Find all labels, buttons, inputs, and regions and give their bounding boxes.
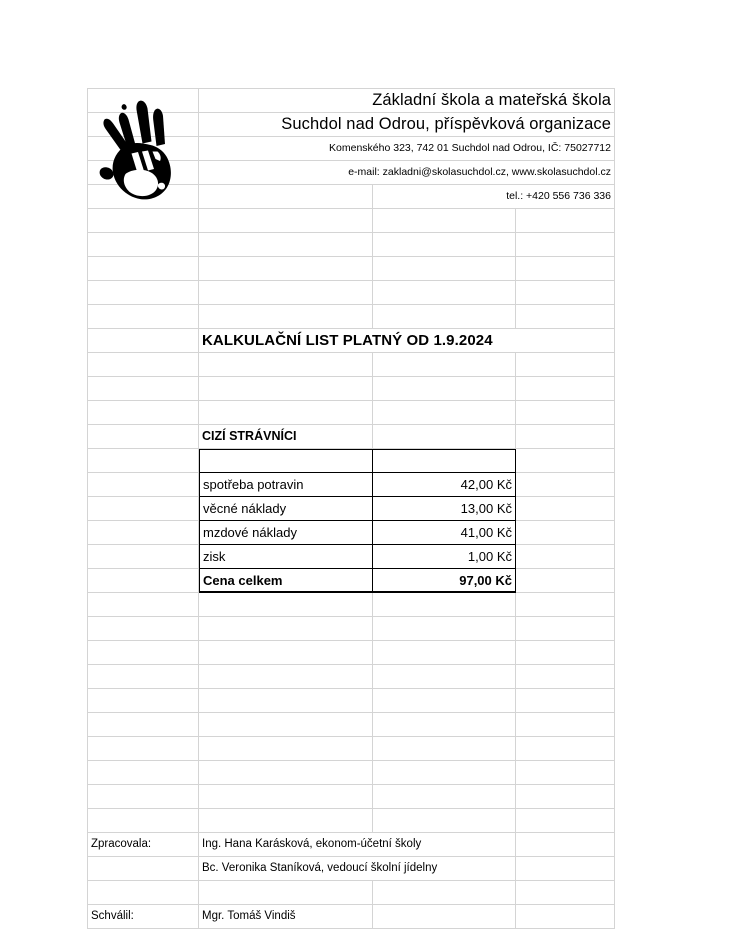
table-total-row [88, 569, 615, 593]
spreadsheet-grid [87, 88, 615, 929]
sheet-row [88, 785, 615, 809]
empty-cell [88, 497, 199, 521]
empty-cell [88, 305, 199, 329]
table-row-amount: 41,00 Kč [373, 521, 516, 545]
empty-cell [199, 185, 373, 209]
empty-cell [88, 281, 199, 305]
page-title: KALKULAČNÍ LIST PLATNÝ OD 1.9.2024 [199, 329, 615, 353]
empty-cell [88, 761, 199, 785]
empty-cell [199, 209, 373, 233]
empty-cell [516, 785, 615, 809]
sheet-row [88, 185, 615, 209]
empty-cell [88, 881, 199, 905]
empty-cell [516, 593, 615, 617]
empty-cell [516, 305, 615, 329]
empty-cell [88, 593, 199, 617]
prepared-by-name-2: Bc. Veronika Staníková, vedoucí školní jídelny [199, 857, 516, 881]
empty-cell [199, 809, 373, 833]
sheet-row [88, 89, 615, 113]
empty-cell [516, 737, 615, 761]
table-row-label: zisk [199, 545, 373, 569]
empty-cell [516, 713, 615, 737]
empty-cell [516, 233, 615, 257]
sheet-row [88, 233, 615, 257]
sheet-row [88, 209, 615, 233]
empty-cell [88, 737, 199, 761]
table-row [88, 521, 615, 545]
logo-cell [88, 137, 199, 161]
sheet-row [88, 137, 615, 161]
empty-cell [373, 617, 516, 641]
empty-cell [199, 713, 373, 737]
sheet-row [88, 689, 615, 713]
empty-cell [88, 665, 199, 689]
empty-cell [88, 425, 199, 449]
footer-row-prepared-2 [88, 857, 615, 881]
table-total-amount: 97,00 Kč [373, 569, 516, 593]
sheet-row [88, 593, 615, 617]
empty-cell [88, 329, 199, 353]
empty-cell [373, 401, 516, 425]
empty-cell [88, 809, 199, 833]
empty-cell [516, 353, 615, 377]
empty-cell [516, 665, 615, 689]
empty-cell [88, 545, 199, 569]
empty-cell [199, 593, 373, 617]
sheet-row [88, 665, 615, 689]
school-contact: e-mail: zakladni@skolasuchdol.cz, www.skolasuchdol.cz [199, 161, 615, 185]
table-row [88, 473, 615, 497]
empty-cell [516, 905, 615, 929]
empty-cell [88, 353, 199, 377]
school-name-line1: Základní škola a mateřská škola [199, 89, 615, 113]
table-spacer-cell [199, 449, 373, 473]
empty-cell [88, 377, 199, 401]
empty-cell [516, 617, 615, 641]
empty-cell [199, 377, 373, 401]
empty-cell [88, 449, 199, 473]
empty-cell [199, 785, 373, 809]
table-row [88, 497, 615, 521]
empty-cell [373, 761, 516, 785]
empty-cell [516, 377, 615, 401]
empty-cell [199, 281, 373, 305]
empty-cell [88, 401, 199, 425]
empty-cell [516, 401, 615, 425]
empty-cell [516, 641, 615, 665]
empty-cell [516, 449, 615, 473]
empty-cell [199, 401, 373, 425]
empty-cell [199, 233, 373, 257]
empty-cell [88, 713, 199, 737]
empty-cell [88, 257, 199, 281]
table-spacer-cell [373, 449, 516, 473]
empty-cell [516, 857, 615, 881]
empty-cell [373, 257, 516, 281]
section-heading: CIZÍ STRÁVNÍCI [199, 425, 373, 449]
empty-cell [516, 473, 615, 497]
empty-cell [199, 305, 373, 329]
table-row [88, 545, 615, 569]
empty-cell [516, 257, 615, 281]
sheet-row [88, 881, 615, 905]
empty-cell [373, 233, 516, 257]
prepared-by-name-1: Ing. Hana Karásková, ekonom-účetní školy [199, 833, 516, 857]
empty-cell [88, 689, 199, 713]
empty-cell [373, 881, 516, 905]
logo-cell [88, 185, 199, 209]
table-row-amount: 42,00 Kč [373, 473, 516, 497]
empty-cell [88, 641, 199, 665]
empty-cell [88, 857, 199, 881]
sheet-row [88, 113, 615, 137]
empty-cell [88, 617, 199, 641]
empty-cell [199, 353, 373, 377]
logo-cell [88, 161, 199, 185]
sheet-row [88, 353, 615, 377]
sheet-row [88, 713, 615, 737]
empty-cell [516, 545, 615, 569]
empty-cell [199, 665, 373, 689]
empty-cell [88, 233, 199, 257]
empty-cell [373, 785, 516, 809]
empty-cell [373, 665, 516, 689]
sheet-row [88, 401, 615, 425]
empty-cell [516, 497, 615, 521]
sheet-row [88, 305, 615, 329]
sheet-row [88, 737, 615, 761]
sheet-row [88, 449, 615, 473]
empty-cell [373, 209, 516, 233]
empty-cell [516, 761, 615, 785]
empty-cell [199, 761, 373, 785]
prepared-by-label: Zpracovala: [88, 833, 199, 857]
empty-cell [88, 473, 199, 497]
empty-cell [516, 809, 615, 833]
empty-cell [373, 713, 516, 737]
empty-cell [516, 209, 615, 233]
empty-cell [373, 737, 516, 761]
empty-cell [373, 689, 516, 713]
school-phone: tel.: +420 556 736 336 [373, 185, 615, 209]
empty-cell [516, 569, 615, 593]
sheet-row [88, 761, 615, 785]
empty-cell [199, 737, 373, 761]
empty-cell [373, 905, 516, 929]
sheet-row [88, 161, 615, 185]
sheet-row [88, 257, 615, 281]
empty-cell [373, 281, 516, 305]
empty-cell [373, 353, 516, 377]
empty-cell [373, 377, 516, 401]
sheet-row [88, 377, 615, 401]
table-row-amount: 1,00 Kč [373, 545, 516, 569]
table-row-label: věcné náklady [199, 497, 373, 521]
logo-cell [88, 113, 199, 137]
footer-row-prepared [88, 833, 615, 857]
sheet-row [88, 809, 615, 833]
empty-cell [199, 881, 373, 905]
empty-cell [199, 617, 373, 641]
school-address: Komenského 323, 742 01 Suchdol nad Odrou, IČ: 75027712 [199, 137, 615, 161]
sheet-row [88, 617, 615, 641]
sheet-row [88, 425, 615, 449]
approved-by-name: Mgr. Tomáš Vindiš [199, 905, 373, 929]
approved-by-label: Schválil: [88, 905, 199, 929]
sheet-row-title [88, 329, 615, 353]
school-name-line2: Suchdol nad Odrou, příspěvková organizace [199, 113, 615, 137]
footer-row-approved [88, 905, 615, 929]
empty-cell [516, 281, 615, 305]
empty-cell [516, 833, 615, 857]
table-row-amount: 13,00 Kč [373, 497, 516, 521]
empty-cell [88, 785, 199, 809]
empty-cell [516, 881, 615, 905]
empty-cell [199, 641, 373, 665]
empty-cell [373, 809, 516, 833]
table-row-label: spotřeba potravin [199, 473, 373, 497]
table-row-label: mzdové náklady [199, 521, 373, 545]
sheet-row [88, 281, 615, 305]
sheet-row [88, 641, 615, 665]
empty-cell [199, 257, 373, 281]
empty-cell [516, 425, 615, 449]
empty-cell [373, 425, 516, 449]
empty-cell [88, 521, 199, 545]
empty-cell [373, 593, 516, 617]
empty-cell [199, 689, 373, 713]
table-total-label: Cena celkem [199, 569, 373, 593]
empty-cell [88, 569, 199, 593]
logo-cell [88, 89, 199, 113]
empty-cell [373, 305, 516, 329]
empty-cell [516, 521, 615, 545]
empty-cell [516, 689, 615, 713]
empty-cell [88, 209, 199, 233]
empty-cell [373, 641, 516, 665]
